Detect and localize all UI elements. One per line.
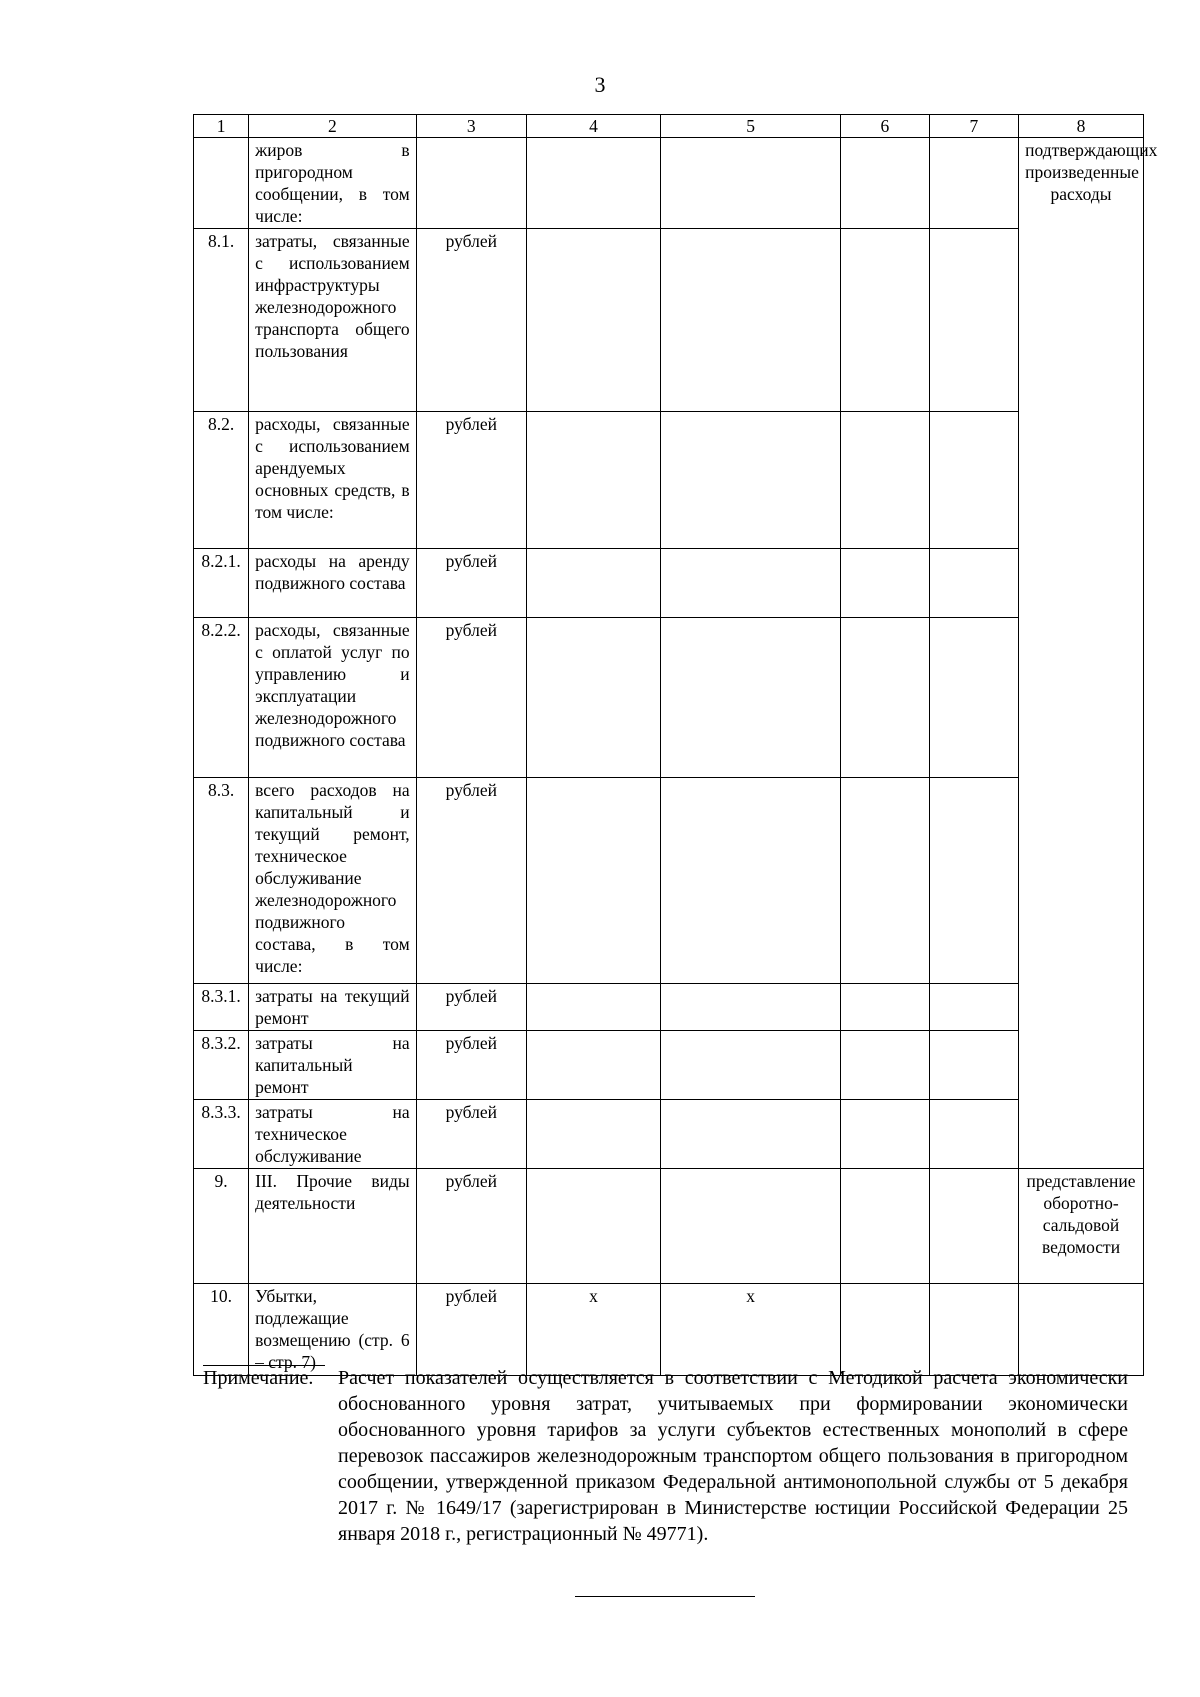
row-value-4 bbox=[526, 984, 660, 1031]
row-name: расходы, связанные с оплатой услуг по управлению и эксплуатации железнодорожного подвижного состава bbox=[249, 618, 417, 778]
row-value-7 bbox=[929, 618, 1018, 778]
table-row bbox=[194, 229, 1144, 412]
row-value-6 bbox=[841, 138, 929, 229]
row-value-6 bbox=[841, 618, 929, 778]
table-row bbox=[194, 1031, 1144, 1100]
row-name: затраты, связанные с использованием инфраструктуры железнодорожного транспорта общего пользования bbox=[249, 229, 417, 412]
row-value-6 bbox=[841, 549, 929, 618]
table-row bbox=[194, 412, 1144, 549]
row-number: 8.3.2. bbox=[194, 1031, 249, 1100]
column-numbers-row bbox=[194, 115, 1144, 138]
row-name: затраты на техническое обслуживание bbox=[249, 1100, 417, 1169]
row-number: 8.2. bbox=[194, 412, 249, 549]
row-value-4: x bbox=[526, 1284, 660, 1376]
row-value-7 bbox=[929, 1169, 1018, 1284]
row-number: 8.1. bbox=[194, 229, 249, 412]
page-number: 3 bbox=[594, 72, 606, 97]
table-row bbox=[194, 778, 1144, 984]
table-row bbox=[194, 1284, 1144, 1376]
column-number: 1 bbox=[194, 115, 249, 138]
column-number: 2 bbox=[249, 115, 417, 138]
table-row bbox=[194, 549, 1144, 618]
table-row bbox=[194, 1100, 1144, 1169]
row-value-6 bbox=[841, 778, 929, 984]
note-text: Расчет показателей осуществляется в соответствии с Методикой расчета экономически обоснованного уровня затрат, учитываемых при формировании экономически обоснованного уровня тарифов за услуги субъектов естественных монополий в сфере перевозок пассажиров железнодорожным транспортом общего пользования в пригородном сообщении, утвержденной приказом Федеральной антимонопольной службы от 5 декабря 2017 г. № 1649/17 (зарегистрирован в Министерстве юстиции Российской Федерации 25 января 2018 г., регистрационный № 49771). bbox=[338, 1367, 1128, 1545]
table-row bbox=[194, 984, 1144, 1031]
row-number: 8.3.1. bbox=[194, 984, 249, 1031]
column-number: 8 bbox=[1019, 115, 1144, 138]
column-number: 4 bbox=[526, 115, 660, 138]
row-unit: рублей bbox=[416, 229, 526, 412]
row-name: затраты на капитальный ремонт bbox=[249, 1031, 417, 1100]
row-value-7 bbox=[929, 778, 1018, 984]
row-value-5 bbox=[661, 549, 841, 618]
row-value-5 bbox=[661, 138, 841, 229]
row-value-6 bbox=[841, 229, 929, 412]
row-value-4 bbox=[526, 778, 660, 984]
row-value-4 bbox=[526, 138, 660, 229]
column-number: 5 bbox=[661, 115, 841, 138]
row-unit: рублей bbox=[416, 549, 526, 618]
row-value-8 bbox=[1019, 1284, 1144, 1376]
row-unit: рублей bbox=[416, 412, 526, 549]
expense-table bbox=[193, 114, 1158, 1376]
row-number: 10. bbox=[194, 1284, 249, 1376]
row-value-5 bbox=[661, 1100, 841, 1169]
row-value-6 bbox=[841, 1031, 929, 1100]
row-value-4 bbox=[526, 618, 660, 778]
table-row bbox=[194, 1169, 1144, 1284]
row-value-4 bbox=[526, 1031, 660, 1100]
row-number: 8.2.1. bbox=[194, 549, 249, 618]
row-value-5 bbox=[661, 1031, 841, 1100]
row-value-7 bbox=[929, 412, 1018, 549]
column-number: 3 bbox=[416, 115, 526, 138]
row-name: расходы, связанные с использованием арендуемых основных средств, в том числе: bbox=[249, 412, 417, 549]
row-value-7 bbox=[929, 1031, 1018, 1100]
table-row bbox=[194, 618, 1144, 778]
row-value-4 bbox=[526, 1169, 660, 1284]
row-value-5 bbox=[661, 618, 841, 778]
row-value-5 bbox=[661, 778, 841, 984]
row-number: 8.3.3. bbox=[194, 1100, 249, 1169]
row-value-7 bbox=[929, 984, 1018, 1031]
row-number: 8.2.2. bbox=[194, 618, 249, 778]
row-value-4 bbox=[526, 549, 660, 618]
row-unit: рублей bbox=[416, 1031, 526, 1100]
row-value-7 bbox=[929, 229, 1018, 412]
row-value-5 bbox=[661, 1169, 841, 1284]
column-number: 7 bbox=[929, 115, 1018, 138]
row-unit: рублей bbox=[416, 984, 526, 1031]
row-value-4 bbox=[526, 1100, 660, 1169]
row-unit: рублей bbox=[416, 778, 526, 984]
row-value-6 bbox=[841, 412, 929, 549]
row-name: всего расходов на капитальный и текущий ремонт, техническое обслуживание железнодорожного подвижного состава, в том числе: bbox=[249, 778, 417, 984]
row-number: 8.3. bbox=[194, 778, 249, 984]
row-value-7 bbox=[929, 549, 1018, 618]
end-rule bbox=[575, 1596, 755, 1597]
row-value-7 bbox=[929, 138, 1018, 229]
column-number: 6 bbox=[841, 115, 929, 138]
row-unit: рублей bbox=[416, 618, 526, 778]
row-value-7 bbox=[929, 1100, 1018, 1169]
row-value-6 bbox=[841, 1169, 929, 1284]
row-value-6 bbox=[841, 1284, 929, 1376]
row-unit bbox=[416, 138, 526, 229]
row-value-5 bbox=[661, 412, 841, 549]
row-value-4 bbox=[526, 412, 660, 549]
row-value-7 bbox=[929, 1284, 1018, 1376]
row-unit: рублей bbox=[416, 1284, 526, 1376]
row-unit: рублей bbox=[416, 1169, 526, 1284]
basis-cell-2: представление оборотно-сальдовой ведомости bbox=[1019, 1169, 1144, 1284]
row-name: III. Прочие виды деятельности bbox=[249, 1169, 417, 1284]
row-value-5 bbox=[661, 984, 841, 1031]
row-value-4 bbox=[526, 229, 660, 412]
table-row bbox=[194, 138, 1144, 229]
row-value-6 bbox=[841, 1100, 929, 1169]
row-name: расходы на аренду подвижного состава bbox=[249, 549, 417, 618]
note-label: Примечание. bbox=[203, 1367, 314, 1389]
row-name: затраты на текущий ремонт bbox=[249, 984, 417, 1031]
row-value-6 bbox=[841, 984, 929, 1031]
row-unit: рублей bbox=[416, 1100, 526, 1169]
row-value-5: x bbox=[661, 1284, 841, 1376]
row-name: Убытки, подлежащие возмещению (стр. 6 – стр. 7) bbox=[249, 1284, 417, 1376]
row-name: жиров в пригородном сообщении, в том числе: bbox=[249, 138, 417, 229]
row-value-5 bbox=[661, 229, 841, 412]
row-number bbox=[194, 138, 249, 229]
row-number: 9. bbox=[194, 1169, 249, 1284]
basis-cell-1: подтверждающих произведенные расходы bbox=[1019, 138, 1144, 1169]
